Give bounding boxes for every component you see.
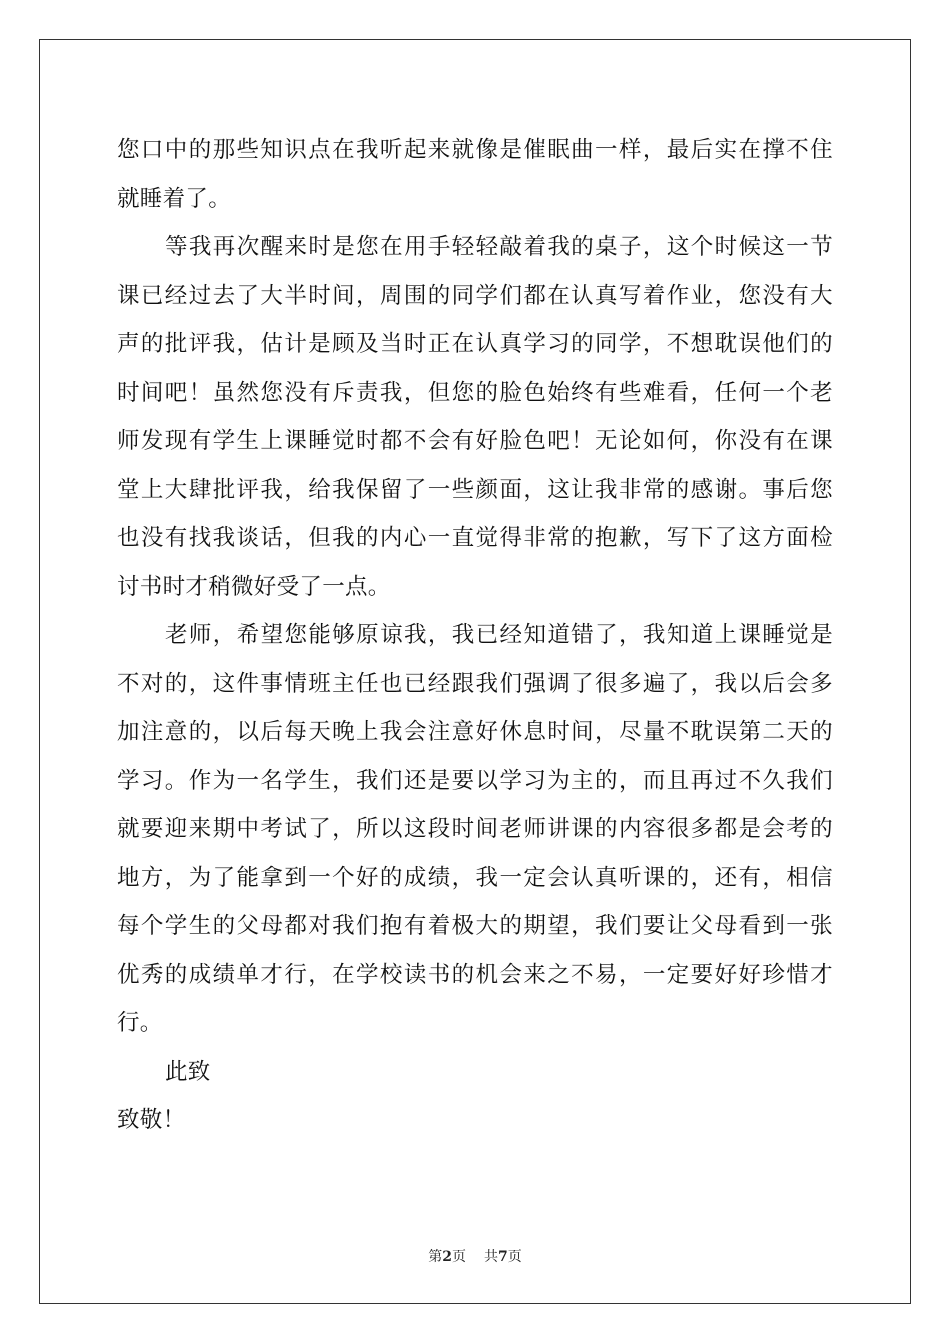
text-line: 课已经过去了大半时间，周围的同学们都在认真写着作业，您没有大 — [117, 282, 833, 309]
total-prefix: 共 — [484, 1249, 498, 1265]
text-line: 学习。作为一名学生，我们还是要以学习为主的，而且再过不久我们 — [117, 767, 833, 794]
text-line: 时间吧！虽然您没有斥责我，但您的脸色始终有些难看，任何一个老 — [117, 379, 833, 406]
text-line: 加注意的，以后每天晚上我会注意好休息时间，尽量不耽误第二天的 — [117, 719, 833, 745]
text-line: 就睡着了。 — [117, 185, 232, 212]
text-line: 老师，希望您能够原谅我，我已经知道错了，我知道上课睡觉是 — [165, 622, 833, 648]
text-line: 等我再次醒来时是您在用手轻轻敲着我的桌子，这个时候这一节 — [165, 234, 833, 260]
text-line: 就要迎来期中考试了，所以这段时间老师讲课的内容很多都是会考的 — [117, 816, 833, 842]
text-line: 也没有找我谈话，但我的内心一直觉得非常的抱歉，写下了这方面检 — [117, 525, 833, 551]
closing-regards: 致敬！ — [117, 1107, 186, 1133]
closing-salutation: 此致 — [165, 1058, 211, 1085]
total-suffix: 页 — [507, 1249, 522, 1265]
page-number: 2 — [442, 1249, 452, 1265]
text-line: 每个学生的父母都对我们抱有着极大的期望，我们要让父母看到一张 — [117, 913, 833, 939]
page-footer — [0, 1246, 950, 1266]
text-line: 您口中的那些知识点在我听起来就像是催眠曲一样，最后实在撑不住 — [117, 137, 833, 163]
text-line: 行。 — [117, 1010, 163, 1036]
text-line: 不对的，这件事情班主任也已经跟我们强调了很多遍了，我以后会多 — [117, 670, 833, 697]
document-body — [117, 126, 833, 1145]
text-line: 堂上大肆批评我，给我保留了一些颜面，这让我非常的感谢。事后您 — [117, 476, 833, 503]
page-suffix: 页 — [452, 1249, 466, 1265]
text-line: 讨书时才稍微好受了一点。 — [117, 573, 391, 600]
text-line: 地方，为了能拿到一个好的成绩，我一定会认真听课的，还有，相信 — [117, 864, 833, 891]
text-line: 优秀的成绩单才行，在学校读书的机会来之不易，一定要好好珍惜才 — [117, 961, 833, 988]
text-line: 声的批评我，估计是顾及当时正在认真学习的同学，不想耽误他们的 — [117, 331, 833, 357]
page-prefix: 第 — [428, 1249, 443, 1265]
text-line: 师发现有学生上课睡觉时都不会有好脸色吧！无论如何，你没有在课 — [117, 428, 833, 454]
total-pages: 7 — [498, 1249, 508, 1265]
